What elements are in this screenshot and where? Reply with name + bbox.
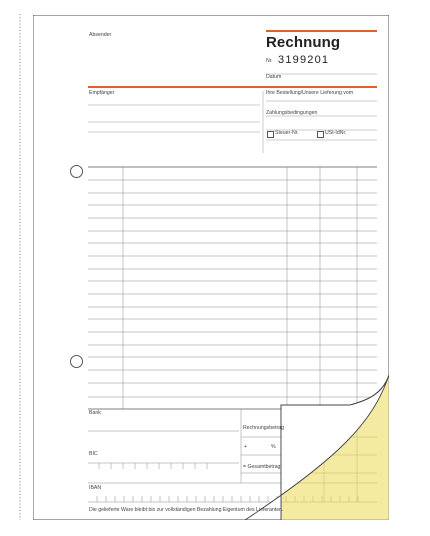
bank-label: Bank [89,410,101,416]
invoice-title: Rechnung [266,34,341,51]
recipient-label: Empfänger [89,90,115,96]
number-prefix: Nr. [266,58,273,64]
date-label: Datum [266,74,282,80]
punch-hole-top [70,165,83,178]
punch-hole-bottom [70,355,83,368]
tax-number-checkbox[interactable] [267,131,274,138]
retention-note: Die gelieferte Ware bleibt bis zur vollständigen Bezahlung Eigentum des Lieferanten. [89,507,284,513]
invoice-number: 3199201 [278,54,330,66]
percent-label: % [271,444,276,450]
perforation-line [17,0,23,536]
bic-label: BIC [89,451,98,457]
vat-id-label: USt-IdNr. [325,130,347,136]
sender-label: Absender [89,32,112,38]
tax-number-label: Steuer-Nr. [275,130,299,136]
invoice-form [33,15,389,520]
invoice-amount-label: Rechnungsbetrag [243,425,284,431]
order-label: Ihre Bestellung/Unsere Lieferung vom [266,90,354,96]
total-label: = Gesamtbetrag [243,464,281,470]
iban-label: IBAN [89,485,102,491]
plus-label: + [244,444,248,450]
payment-terms-label: Zahlungsbedingungen [266,110,318,116]
vat-id-checkbox[interactable] [317,131,324,138]
